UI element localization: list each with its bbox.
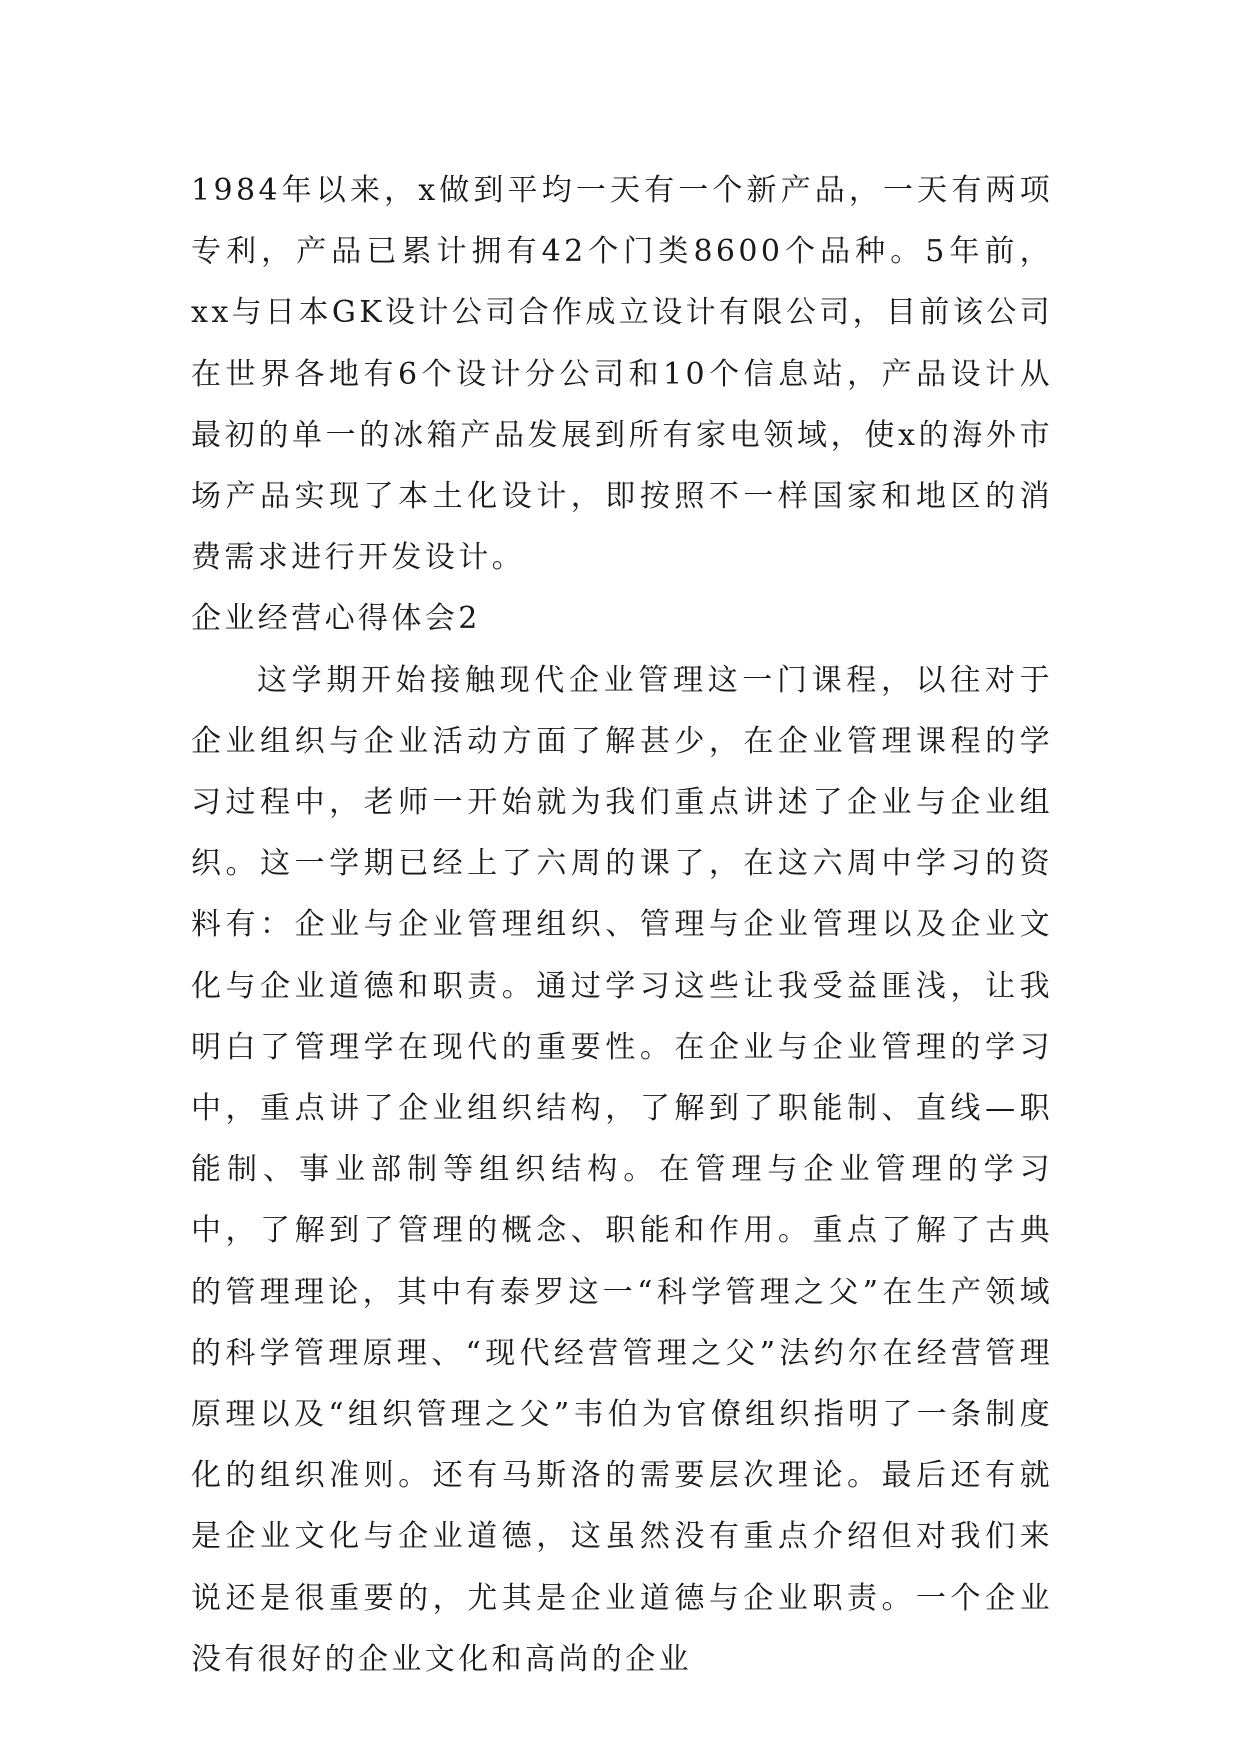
section-heading: 企业经营心得体会2 [191, 601, 481, 637]
document-body [191, 160, 1053, 1690]
paragraph-body: 这学期开始接触现代企业管理这一门课程，以往对于企业组织与企业活动方面了解甚少，在企业管理课程的学习过程中，老师一开始就为我们重点讲述了企业与企业组织。这一学期已经上了六周的课了，在这六周中学习的资料有：企业与企业管理组织、管理与企业管理以及企业文化与企业道德和职责。通过学习这些让我受益匪浅，让我明白了管理学在现代的重要性。在企业与企业管理的学习中，重点讲了企业组织结构，了解到了职能制、直线—职能制、事业部制等组织结构。在管理与企业管理的学习中，了解到了管理的概念、职能和作用。重点了解了古典的管理理论，其中有泰罗这一“科学管理之父”在生产领域的科学管理原理、“现代经营管理之父”法约尔在经营管理原理以及“组织管理之父”韦伯为官僚组织指明了一条制度化的组织准则。还有马斯洛的需要层次理论。最后还有就是企业文化与企业道德，这虽然没有重点介绍但对我们来说还是很重要的，尤其是企业道德与企业职责。一个企业没有很好的企业文化和高尚的企业 [191, 662, 1053, 1677]
paragraph-continued: 1984年以来，x做到平均一天有一个新产品，一天有两项专利，产品已累计拥有42个门类8600个品种。5年前，xx与日本GK设计公司合作成立设计有限公司，目前该公司在世界各地有6个设计分公司和10个信息站，产品设计从最初的单一的冰箱产品发展到所有家电领域，使x的海外市场产品实现了本土化设计，即按照不一样国家和地区的消费需求进行开发设计。 [191, 173, 1054, 576]
